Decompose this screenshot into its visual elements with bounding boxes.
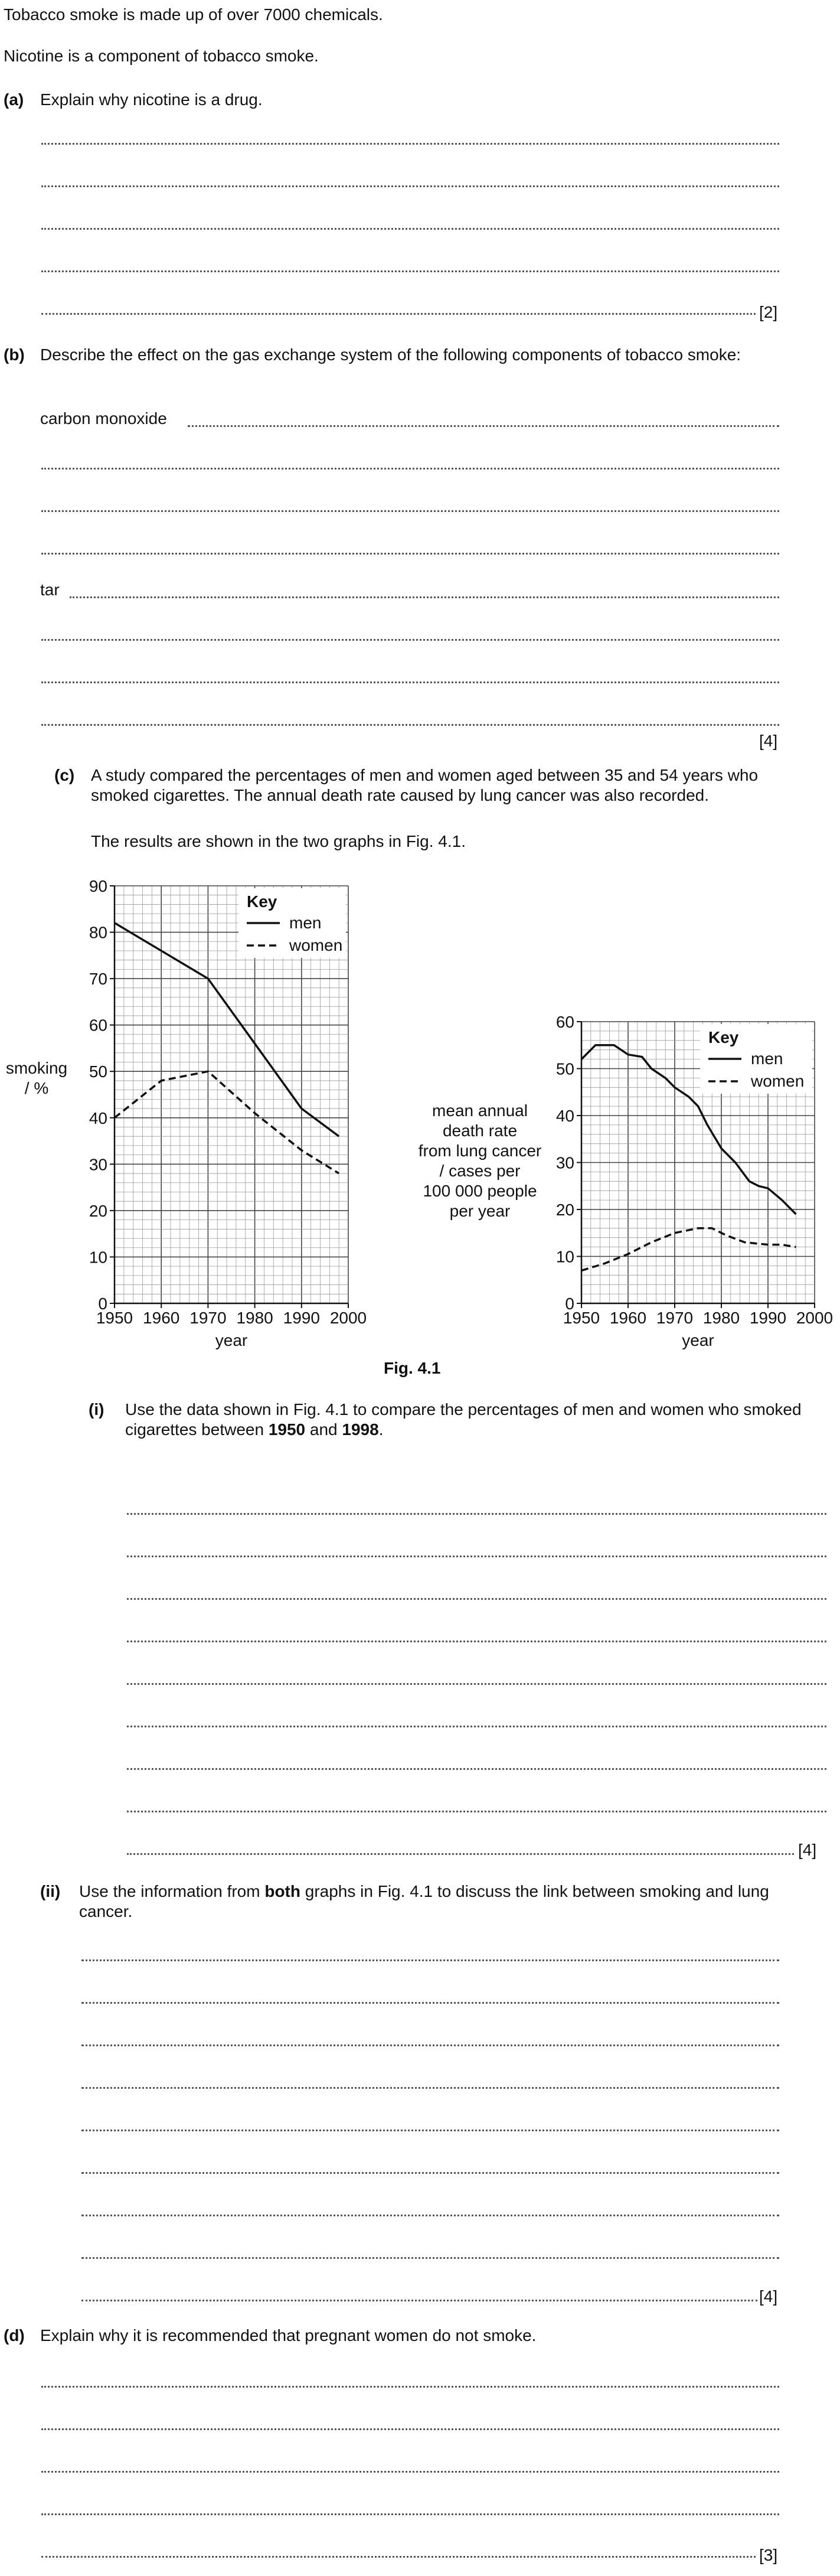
x-tick-label: 1960 xyxy=(143,1309,180,1327)
y-tick-label: 30 xyxy=(89,1155,107,1174)
y-tick-label: 20 xyxy=(89,1201,107,1220)
legend-label-women: women xyxy=(751,1072,805,1090)
y-tick-label: 40 xyxy=(89,1108,107,1127)
question-cii-emphasis: both xyxy=(264,1882,300,1900)
answer-line[interactable] xyxy=(127,1853,794,1855)
chart-legend xyxy=(238,888,346,958)
answer-line[interactable] xyxy=(81,2130,779,2131)
question-ci-label: (i) xyxy=(89,1400,104,1419)
answer-line[interactable] xyxy=(41,468,779,469)
question-d-text: Explain why it is recommended that pregnant women do not smoke. xyxy=(40,2326,537,2345)
x-tick-label: 1990 xyxy=(283,1309,320,1327)
answer-line[interactable] xyxy=(188,425,779,427)
question-b-text: Describe the effect on the gas exchange system of the following components of tobacco smoke: xyxy=(40,345,741,364)
marks-a: [2] xyxy=(759,303,778,321)
answer-line[interactable] xyxy=(127,1726,826,1727)
marks-ci: [4] xyxy=(798,1841,817,1859)
question-b-label: (b) xyxy=(4,345,25,364)
answer-line[interactable] xyxy=(127,1598,826,1600)
question-c-text: A study compared the percentages of men and women aged between 35 and 54 years who smoked cigarettes. The annual death rate caused by lung cancer was also recorded. xyxy=(91,766,759,804)
y-tick-label: 60 xyxy=(89,1016,107,1035)
series-line-women xyxy=(581,1228,796,1271)
question-d-label: (d) xyxy=(4,2326,25,2345)
y-axis-label-line: / cases per xyxy=(439,1162,521,1180)
answer-line[interactable] xyxy=(41,2556,756,2558)
y-tick-label: 70 xyxy=(89,970,107,989)
y-tick-label: 10 xyxy=(555,1247,574,1266)
x-tick-label: 1950 xyxy=(563,1309,600,1327)
answer-line[interactable] xyxy=(41,2428,779,2430)
x-tick-label: 1980 xyxy=(236,1309,273,1327)
answer-line[interactable] xyxy=(81,2002,779,2004)
question-ci-text-part: Use the data shown in Fig. 4.1 to compare the percentages of men and women who smoked cigarettes between xyxy=(125,1400,802,1439)
y-tick-label: 60 xyxy=(555,1013,574,1031)
y-tick-label: 50 xyxy=(555,1059,574,1078)
answer-line[interactable] xyxy=(127,1768,826,1770)
answer-line[interactable] xyxy=(81,2257,779,2259)
answer-line[interactable] xyxy=(41,185,779,187)
chart-legend xyxy=(700,1024,812,1094)
answer-line[interactable] xyxy=(41,553,779,555)
chart-xlabel: year xyxy=(215,1331,248,1349)
marks-b: [4] xyxy=(759,732,778,750)
x-tick-label: 1980 xyxy=(702,1309,740,1327)
answer-line[interactable] xyxy=(41,682,779,683)
x-tick-label: 2000 xyxy=(329,1309,367,1327)
figure-caption: Fig. 4.1 xyxy=(384,1359,441,1377)
chart-ylabel xyxy=(6,1059,67,1097)
marks-cii: [4] xyxy=(759,2287,778,2306)
chart-ylabel xyxy=(419,1101,542,1220)
y-axis-label-line: from lung cancer xyxy=(418,1142,542,1160)
question-ci-text xyxy=(125,1400,810,1440)
answer-line[interactable] xyxy=(41,143,779,145)
x-tick-label: 2000 xyxy=(796,1309,834,1327)
answer-line[interactable] xyxy=(81,2215,779,2216)
answer-line[interactable] xyxy=(127,1641,826,1642)
legend-label-women: women xyxy=(289,936,343,954)
answer-line[interactable] xyxy=(70,596,779,598)
y-axis-label-line: / % xyxy=(24,1079,49,1097)
answer-line[interactable] xyxy=(81,2087,779,2089)
carbon-monoxide-label: carbon monoxide xyxy=(40,409,167,428)
x-tick-label: 1960 xyxy=(609,1309,647,1327)
answer-line[interactable] xyxy=(127,1513,826,1515)
x-tick-label: 1990 xyxy=(749,1309,787,1327)
legend-title: Key xyxy=(708,1028,739,1046)
y-axis-label-line: smoking xyxy=(5,1059,68,1077)
answer-line[interactable] xyxy=(41,639,779,641)
legend-label-men: men xyxy=(751,1049,783,1068)
question-ci-text-part: . xyxy=(378,1420,384,1439)
question-c-label: (c) xyxy=(54,766,75,784)
answer-line[interactable] xyxy=(41,2386,779,2388)
y-tick-label: 20 xyxy=(555,1201,574,1219)
answer-line[interactable] xyxy=(41,510,779,512)
question-cii-text-part: graphs in Fig. 4.1 to discuss the link between smoking and lung cancer. xyxy=(79,1882,769,1920)
answer-line[interactable] xyxy=(81,2300,757,2301)
y-axis-label-line: death rate xyxy=(442,1121,518,1140)
answer-line[interactable] xyxy=(81,1959,779,1961)
answer-line[interactable] xyxy=(41,2471,779,2473)
smoking-chart xyxy=(0,874,384,1376)
intro-line-1: Tobacco smoke is made up of over 7000 chemicals. xyxy=(4,5,383,24)
legend-title: Key xyxy=(247,892,277,911)
y-tick-label: 80 xyxy=(89,923,107,942)
x-tick-label: 1970 xyxy=(656,1309,694,1327)
question-a-label: (a) xyxy=(4,90,24,109)
y-tick-label: 50 xyxy=(89,1062,107,1081)
tar-label: tar xyxy=(40,581,60,599)
question-ci-year-start: 1950 xyxy=(268,1420,306,1439)
y-tick-label: 0 xyxy=(565,1294,574,1313)
x-tick-label: 1950 xyxy=(96,1309,133,1327)
y-tick-label: 40 xyxy=(555,1107,574,1125)
answer-line[interactable] xyxy=(81,2172,779,2174)
y-axis-label-line: mean annual xyxy=(432,1101,528,1120)
answer-line[interactable] xyxy=(41,724,779,726)
answer-line[interactable] xyxy=(127,1556,826,1557)
y-tick-label: 30 xyxy=(555,1153,574,1172)
question-cii-text-part: Use the information from xyxy=(79,1882,265,1900)
answer-line[interactable] xyxy=(41,2513,779,2515)
answer-line[interactable] xyxy=(127,1683,826,1685)
question-ci-text-part: and xyxy=(305,1420,342,1439)
x-tick-label: 1970 xyxy=(189,1309,227,1327)
question-c-text-2: The results are shown in the two graphs in Fig. 4.1. xyxy=(91,832,466,850)
intro-line-2: Nicotine is a component of tobacco smoke. xyxy=(4,47,319,65)
y-tick-label: 10 xyxy=(89,1248,107,1267)
answer-line[interactable] xyxy=(127,1811,826,1812)
answer-line[interactable] xyxy=(41,228,779,230)
marks-d: [3] xyxy=(759,2546,778,2564)
question-cii-label: (ii) xyxy=(40,1882,61,1900)
question-cii-text xyxy=(79,1882,782,1922)
y-tick-label: 0 xyxy=(98,1294,107,1313)
answer-line[interactable] xyxy=(81,2045,779,2046)
y-axis-label-line: per year xyxy=(449,1202,511,1220)
y-tick-label: 90 xyxy=(89,877,107,895)
legend-label-men: men xyxy=(289,914,322,932)
y-axis-label-line: 100 000 people xyxy=(423,1182,537,1200)
answer-line[interactable] xyxy=(41,313,756,315)
question-ci-year-end: 1998 xyxy=(342,1420,379,1439)
answer-line[interactable] xyxy=(41,270,779,272)
lung-cancer-chart xyxy=(384,874,840,1376)
chart-xlabel: year xyxy=(682,1331,714,1349)
question-a-text: Explain why nicotine is a drug. xyxy=(40,90,263,109)
